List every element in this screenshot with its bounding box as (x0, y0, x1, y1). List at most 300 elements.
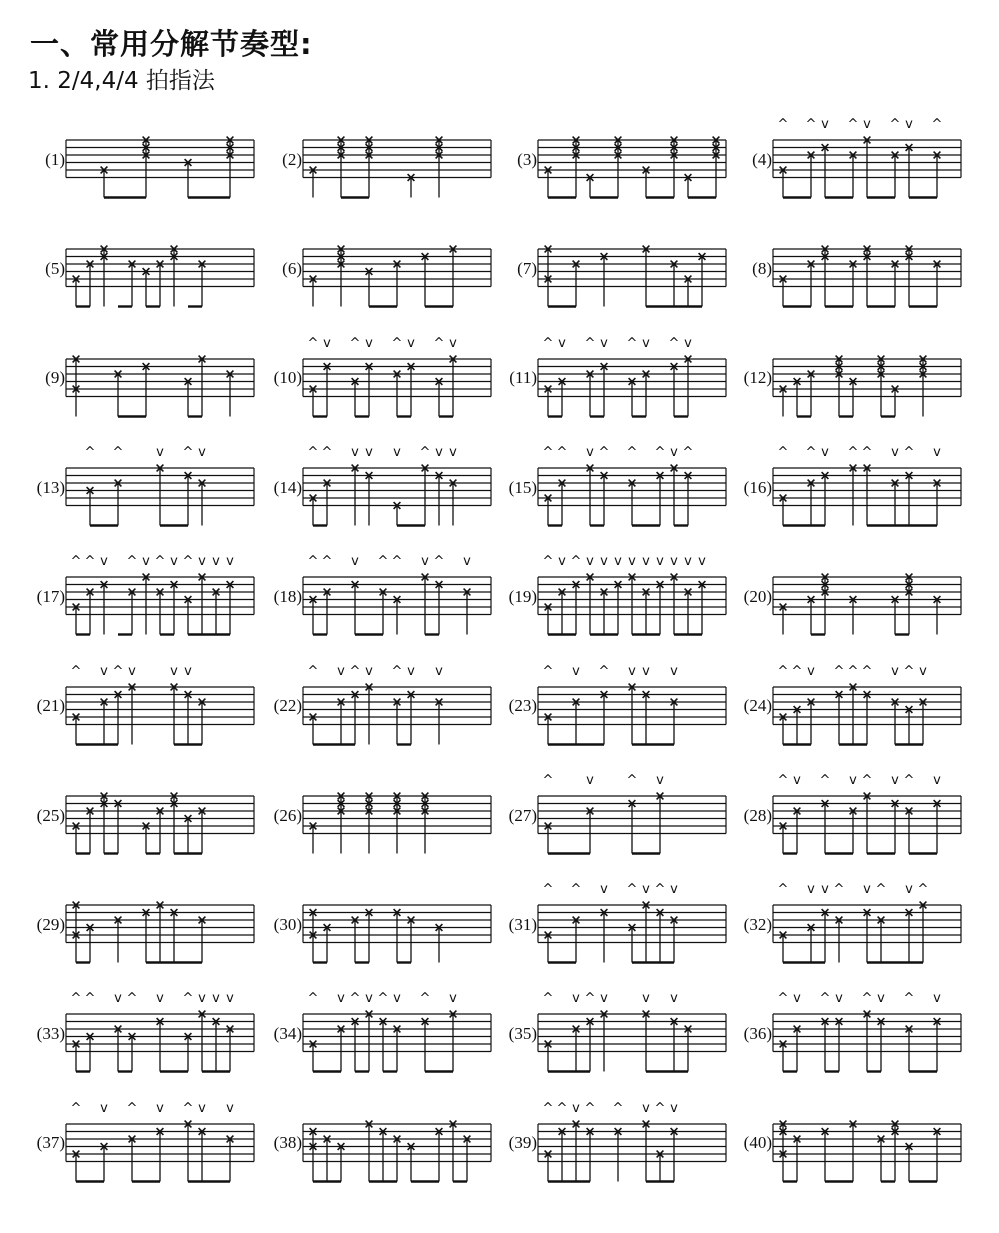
staff-lines (538, 1124, 726, 1162)
stroke-direction-mark: v (863, 117, 871, 132)
stroke-direction-mark: ^ (542, 554, 554, 570)
tab-staff (66, 877, 258, 987)
tab-staff (773, 112, 965, 222)
stroke-direction-mark: ^ (777, 882, 789, 898)
stroke-direction-mark: ^ (307, 991, 319, 1007)
tab-staff (303, 112, 495, 222)
stroke-direction-mark: v (670, 444, 678, 460)
stroke-direction-mark: ^ (84, 991, 96, 1007)
stroke-direction-mark: v (572, 991, 580, 1007)
pattern-number: (7) (517, 259, 537, 279)
stroke-direction-mark: ^ (70, 554, 82, 570)
stroke-direction-mark: v (365, 444, 373, 460)
rhythm-pattern (500, 331, 735, 441)
stroke-direction-mark: v (905, 882, 913, 898)
stroke-direction-mark: v (393, 991, 401, 1007)
stroke-direction-mark: ^ (182, 1100, 194, 1116)
stroke-direction-mark: ^ (419, 444, 431, 460)
stroke-direction-mark: ^ (833, 882, 845, 898)
stroke-direction-mark: v (323, 335, 331, 351)
pattern-number: (23) (508, 696, 537, 716)
pattern-number: (32) (743, 914, 772, 934)
stroke-direction-mark: ^ (542, 663, 554, 679)
stroke-direction-mark: ^ (805, 444, 817, 460)
pattern-number: (3) (517, 149, 537, 169)
stroke-direction-mark: ^ (70, 1100, 82, 1116)
stroke-direction-mark: v (586, 772, 594, 788)
stroke-direction-mark: v (572, 1100, 580, 1116)
stroke-direction-mark: v (558, 554, 566, 570)
rhythm-pattern (500, 549, 735, 659)
tab-staff (538, 440, 730, 550)
pattern-number: (33) (36, 1024, 65, 1044)
tab-staff (538, 112, 730, 222)
rhythm-pattern (500, 659, 735, 769)
stroke-direction-mark: v (642, 554, 650, 570)
rhythm-pattern (28, 986, 263, 1096)
page-title: 一、常用分解节奏型: (30, 27, 313, 61)
stroke-direction-mark: ^ (931, 117, 943, 132)
stroke-direction-mark: ^ (307, 554, 319, 570)
tab-staff (538, 1096, 730, 1206)
tab-staff (303, 659, 495, 769)
stroke-direction-mark: ^ (321, 444, 333, 460)
stroke-direction-mark: v (572, 663, 580, 679)
stroke-direction-mark: ^ (349, 991, 361, 1007)
stroke-direction-mark: ^ (377, 991, 389, 1007)
stroke-direction-mark: ^ (777, 444, 789, 460)
stroke-direction-mark: ^ (819, 772, 831, 788)
rhythm-pattern (265, 221, 500, 331)
stroke-direction-mark: ^ (307, 444, 319, 460)
tab-staff (773, 221, 965, 331)
stroke-direction-mark: ^ (791, 663, 803, 679)
stroke-direction-mark: v (670, 882, 678, 898)
stroke-direction-mark: v (586, 444, 594, 460)
tab-staff (538, 331, 730, 441)
pattern-number: (10) (273, 368, 302, 388)
stroke-direction-mark: ^ (819, 991, 831, 1007)
stroke-direction-mark: ^ (805, 117, 817, 132)
stroke-direction-mark: v (198, 554, 206, 570)
stroke-direction-mark: v (156, 991, 164, 1007)
stroke-direction-mark: ^ (433, 335, 445, 351)
stroke-direction-mark: v (198, 444, 206, 460)
stroke-direction-mark: v (463, 554, 471, 570)
rhythm-pattern (500, 768, 735, 878)
rhythm-pattern (500, 440, 735, 550)
pattern-number: (16) (743, 477, 772, 497)
stroke-direction-mark: ^ (556, 1100, 568, 1116)
stroke-direction-mark: v (226, 554, 234, 570)
stroke-direction-mark: v (670, 1100, 678, 1116)
rhythm-pattern (265, 986, 500, 1096)
stroke-direction-mark: v (128, 663, 136, 679)
rhythm-pattern (735, 549, 970, 659)
stroke-direction-mark: v (891, 772, 899, 788)
stroke-direction-mark: v (933, 444, 941, 460)
staff-lines (773, 577, 961, 615)
stroke-direction-mark: ^ (391, 554, 403, 570)
stroke-direction-mark: ^ (626, 772, 638, 788)
tab-staff (538, 877, 730, 987)
tab-staff (538, 221, 730, 331)
stroke-direction-mark: v (933, 991, 941, 1007)
stroke-direction-mark: v (100, 554, 108, 570)
stroke-direction-mark: ^ (682, 444, 694, 460)
staff-lines (303, 468, 491, 506)
pattern-number: (36) (743, 1024, 772, 1044)
pattern-number: (22) (273, 696, 302, 716)
stroke-direction-mark: ^ (126, 991, 138, 1007)
rhythm-pattern (265, 440, 500, 550)
rhythm-pattern (28, 112, 263, 222)
pattern-number: (1) (45, 149, 65, 169)
stroke-direction-mark: v (156, 444, 164, 460)
stroke-direction-mark: v (656, 772, 664, 788)
stroke-direction-mark: v (114, 991, 122, 1007)
stroke-direction-mark: v (905, 117, 913, 132)
rhythm-pattern (28, 331, 263, 441)
stroke-direction-mark: v (891, 663, 899, 679)
pattern-number: (12) (743, 368, 772, 388)
staff-lines (538, 140, 726, 178)
stroke-direction-mark: ^ (889, 117, 901, 132)
stroke-direction-mark: v (642, 1100, 650, 1116)
rhythm-pattern (28, 440, 263, 550)
stroke-direction-mark: v (142, 554, 150, 570)
tab-staff (66, 112, 258, 222)
stroke-direction-mark: v (891, 444, 899, 460)
rhythm-pattern (265, 112, 500, 222)
rhythm-pattern (735, 986, 970, 1096)
pattern-number: (28) (743, 805, 772, 825)
rhythm-pattern (28, 221, 263, 331)
stroke-direction-mark: ^ (377, 554, 389, 570)
stroke-direction-mark: v (670, 991, 678, 1007)
rhythm-pattern (500, 221, 735, 331)
tab-staff (303, 877, 495, 987)
stroke-direction-mark: v (821, 882, 829, 898)
pattern-number: (30) (273, 914, 302, 934)
tab-staff (66, 331, 258, 441)
stroke-direction-mark: v (393, 444, 401, 460)
pattern-number: (5) (45, 259, 65, 279)
stroke-direction-mark: v (170, 554, 178, 570)
pattern-number: (27) (508, 805, 537, 825)
stroke-direction-mark: ^ (777, 991, 789, 1007)
rhythm-pattern (28, 1096, 263, 1206)
stroke-direction-mark: v (849, 772, 857, 788)
stroke-direction-mark: ^ (570, 882, 582, 898)
tab-staff (538, 986, 730, 1096)
stroke-direction-mark: ^ (84, 554, 96, 570)
stroke-direction-mark: ^ (556, 444, 568, 460)
stroke-direction-mark: ^ (391, 663, 403, 679)
stroke-direction-mark: ^ (112, 663, 124, 679)
stroke-direction-mark: ^ (654, 1100, 666, 1116)
stroke-direction-mark: v (198, 991, 206, 1007)
rhythm-pattern (28, 659, 263, 769)
stroke-direction-mark: v (435, 444, 443, 460)
staff-lines (538, 249, 726, 287)
pattern-number: (13) (36, 477, 65, 497)
stroke-direction-mark: v (170, 663, 178, 679)
rhythm-pattern (265, 877, 500, 987)
pattern-number: (21) (36, 696, 65, 716)
pattern-number: (11) (509, 368, 537, 388)
stroke-direction-mark: v (642, 991, 650, 1007)
pattern-number: (8) (752, 259, 772, 279)
stroke-direction-mark: ^ (861, 663, 873, 679)
stroke-direction-mark: v (449, 444, 457, 460)
stroke-direction-mark: v (807, 882, 815, 898)
stroke-direction-mark: ^ (861, 772, 873, 788)
stroke-direction-mark: ^ (154, 554, 166, 570)
stroke-direction-mark: v (600, 991, 608, 1007)
stroke-direction-mark: v (793, 991, 801, 1007)
rhythm-pattern (500, 1096, 735, 1206)
tab-staff (303, 331, 495, 441)
rhythm-pattern (735, 440, 970, 550)
stroke-direction-mark: ^ (126, 554, 138, 570)
stroke-direction-mark: ^ (903, 772, 915, 788)
stroke-direction-mark: ^ (321, 554, 333, 570)
stroke-direction-mark: ^ (903, 444, 915, 460)
stroke-direction-mark: ^ (626, 444, 638, 460)
tab-staff (538, 768, 730, 878)
stroke-direction-mark: v (642, 663, 650, 679)
stroke-direction-mark: ^ (542, 772, 554, 788)
pattern-number: (14) (273, 477, 302, 497)
rhythm-pattern (735, 768, 970, 878)
tab-staff (773, 440, 965, 550)
stroke-direction-mark: v (684, 335, 692, 351)
pattern-number: (6) (282, 259, 302, 279)
rhythm-pattern (265, 659, 500, 769)
rhythm-pattern (500, 112, 735, 222)
pattern-number: (35) (508, 1024, 537, 1044)
pattern-number: (2) (282, 149, 302, 169)
stroke-direction-mark: ^ (542, 335, 554, 351)
tab-staff (303, 768, 495, 878)
rhythm-pattern (265, 768, 500, 878)
rhythm-pattern (735, 112, 970, 222)
stroke-direction-mark: ^ (182, 991, 194, 1007)
staff-lines (66, 359, 254, 397)
stroke-direction-mark: v (933, 772, 941, 788)
stroke-direction-mark: ^ (112, 444, 124, 460)
stroke-direction-mark: ^ (861, 991, 873, 1007)
stroke-direction-mark: v (642, 335, 650, 351)
pattern-number: (37) (36, 1133, 65, 1153)
tab-staff (303, 549, 495, 659)
stroke-direction-mark: v (449, 335, 457, 351)
tab-staff (66, 221, 258, 331)
stroke-direction-mark: v (212, 991, 220, 1007)
stroke-direction-mark: v (558, 335, 566, 351)
stroke-direction-mark: ^ (419, 991, 431, 1007)
stroke-direction-mark: ^ (777, 772, 789, 788)
stroke-direction-mark: v (365, 663, 373, 679)
stroke-direction-mark: ^ (654, 444, 666, 460)
staff-lines (66, 140, 254, 178)
stroke-direction-mark: ^ (668, 335, 680, 351)
stroke-direction-mark: ^ (307, 663, 319, 679)
tab-staff (66, 1096, 258, 1206)
pattern-number: (24) (743, 696, 772, 716)
staff-lines (538, 1014, 726, 1052)
stroke-direction-mark: ^ (584, 1100, 596, 1116)
stroke-direction-mark: ^ (349, 335, 361, 351)
stroke-direction-mark: ^ (542, 882, 554, 898)
stroke-direction-mark: v (156, 1100, 164, 1116)
rhythm-pattern (265, 1096, 500, 1206)
stroke-direction-mark: v (919, 663, 927, 679)
tab-staff (773, 877, 965, 987)
rhythm-pattern (265, 331, 500, 441)
pattern-number: (31) (508, 914, 537, 934)
stroke-direction-mark: v (684, 554, 692, 570)
stroke-direction-mark: v (100, 1100, 108, 1116)
stroke-direction-mark: ^ (542, 991, 554, 1007)
staff-lines (773, 359, 961, 397)
stroke-direction-mark: ^ (70, 991, 82, 1007)
rhythm-pattern (500, 986, 735, 1096)
stroke-direction-mark: v (337, 991, 345, 1007)
stroke-direction-mark: v (600, 335, 608, 351)
stroke-direction-mark: ^ (391, 335, 403, 351)
stroke-direction-mark: v (226, 1100, 234, 1116)
stroke-direction-mark: ^ (612, 1100, 624, 1116)
rhythm-pattern (735, 1096, 970, 1206)
stroke-direction-mark: v (614, 554, 622, 570)
stroke-direction-mark: ^ (626, 335, 638, 351)
rhythm-pattern (28, 549, 263, 659)
stroke-direction-mark: v (642, 882, 650, 898)
stroke-direction-mark: v (670, 554, 678, 570)
stroke-direction-mark: v (421, 554, 429, 570)
stroke-direction-mark: ^ (182, 554, 194, 570)
rhythm-pattern (735, 659, 970, 769)
stroke-direction-mark: ^ (584, 335, 596, 351)
pattern-number: (39) (508, 1133, 537, 1153)
stroke-direction-mark: ^ (903, 991, 915, 1007)
stroke-direction-mark: v (435, 663, 443, 679)
pattern-number: (34) (273, 1024, 302, 1044)
rhythm-pattern (28, 768, 263, 878)
stroke-direction-mark: ^ (84, 444, 96, 460)
tab-staff (303, 1096, 495, 1206)
pattern-number: (9) (45, 368, 65, 388)
stroke-direction-mark: ^ (598, 444, 610, 460)
stroke-direction-mark: v (407, 663, 415, 679)
stroke-direction-mark: v (698, 554, 706, 570)
page-subtitle: 1. 2/4,4/4 拍指法 (28, 68, 215, 94)
stroke-direction-mark: ^ (861, 444, 873, 460)
pattern-number: (38) (273, 1133, 302, 1153)
tab-staff (66, 659, 258, 769)
pattern-number: (4) (752, 149, 772, 169)
stroke-direction-mark: v (351, 444, 359, 460)
stroke-direction-mark: ^ (70, 663, 82, 679)
stroke-direction-mark: ^ (626, 882, 638, 898)
tab-staff (773, 331, 965, 441)
stroke-direction-mark: ^ (847, 117, 859, 132)
tab-staff (66, 549, 258, 659)
stroke-direction-mark: ^ (847, 663, 859, 679)
stroke-direction-mark: ^ (570, 554, 582, 570)
tab-staff (66, 768, 258, 878)
pattern-number: (20) (743, 586, 772, 606)
stroke-direction-mark: v (821, 444, 829, 460)
stroke-direction-mark: v (600, 554, 608, 570)
stroke-direction-mark: ^ (917, 882, 929, 898)
stroke-direction-mark: v (365, 991, 373, 1007)
stroke-direction-mark: v (628, 554, 636, 570)
rhythm-pattern (265, 549, 500, 659)
stroke-direction-mark: ^ (903, 663, 915, 679)
pattern-number: (17) (36, 586, 65, 606)
pattern-number: (19) (508, 586, 537, 606)
stroke-direction-mark: ^ (542, 444, 554, 460)
pattern-number: (40) (743, 1133, 772, 1153)
stroke-direction-mark: v (586, 554, 594, 570)
stroke-direction-mark: v (600, 882, 608, 898)
staff-lines (66, 687, 254, 725)
tab-staff (773, 659, 965, 769)
rhythm-pattern (735, 877, 970, 987)
stroke-direction-mark: v (835, 991, 843, 1007)
stroke-direction-mark: v (821, 117, 829, 132)
tab-staff (538, 549, 730, 659)
stroke-direction-mark: v (100, 663, 108, 679)
rhythm-pattern (500, 877, 735, 987)
stroke-direction-mark: ^ (777, 663, 789, 679)
pattern-number: (15) (508, 477, 537, 497)
stroke-direction-mark: v (449, 991, 457, 1007)
stroke-direction-mark: ^ (542, 1100, 554, 1116)
pattern-number: (18) (273, 586, 302, 606)
stroke-direction-mark: ^ (433, 554, 445, 570)
stroke-direction-mark: v (365, 335, 373, 351)
stroke-direction-mark: v (198, 1100, 206, 1116)
stroke-direction-mark: ^ (349, 663, 361, 679)
pattern-number: (26) (273, 805, 302, 825)
stroke-direction-mark: v (226, 991, 234, 1007)
stroke-direction-mark: v (407, 335, 415, 351)
stroke-direction-mark: ^ (584, 991, 596, 1007)
stroke-direction-mark: v (337, 663, 345, 679)
stroke-direction-mark: v (212, 554, 220, 570)
stroke-direction-mark: v (793, 772, 801, 788)
stroke-direction-mark: ^ (875, 882, 887, 898)
staff-lines (773, 1124, 961, 1162)
stroke-direction-mark: ^ (833, 663, 845, 679)
stroke-direction-mark: v (670, 663, 678, 679)
stroke-direction-mark: ^ (847, 444, 859, 460)
stroke-direction-mark: v (807, 663, 815, 679)
rhythm-pattern (28, 877, 263, 987)
staff-lines (303, 140, 491, 178)
stroke-direction-mark: v (351, 554, 359, 570)
tab-staff (303, 986, 495, 1096)
tab-staff (66, 986, 258, 1096)
tab-staff (773, 1096, 965, 1206)
stroke-direction-mark: v (863, 882, 871, 898)
pattern-number: (25) (36, 805, 65, 825)
rhythm-pattern (735, 221, 970, 331)
